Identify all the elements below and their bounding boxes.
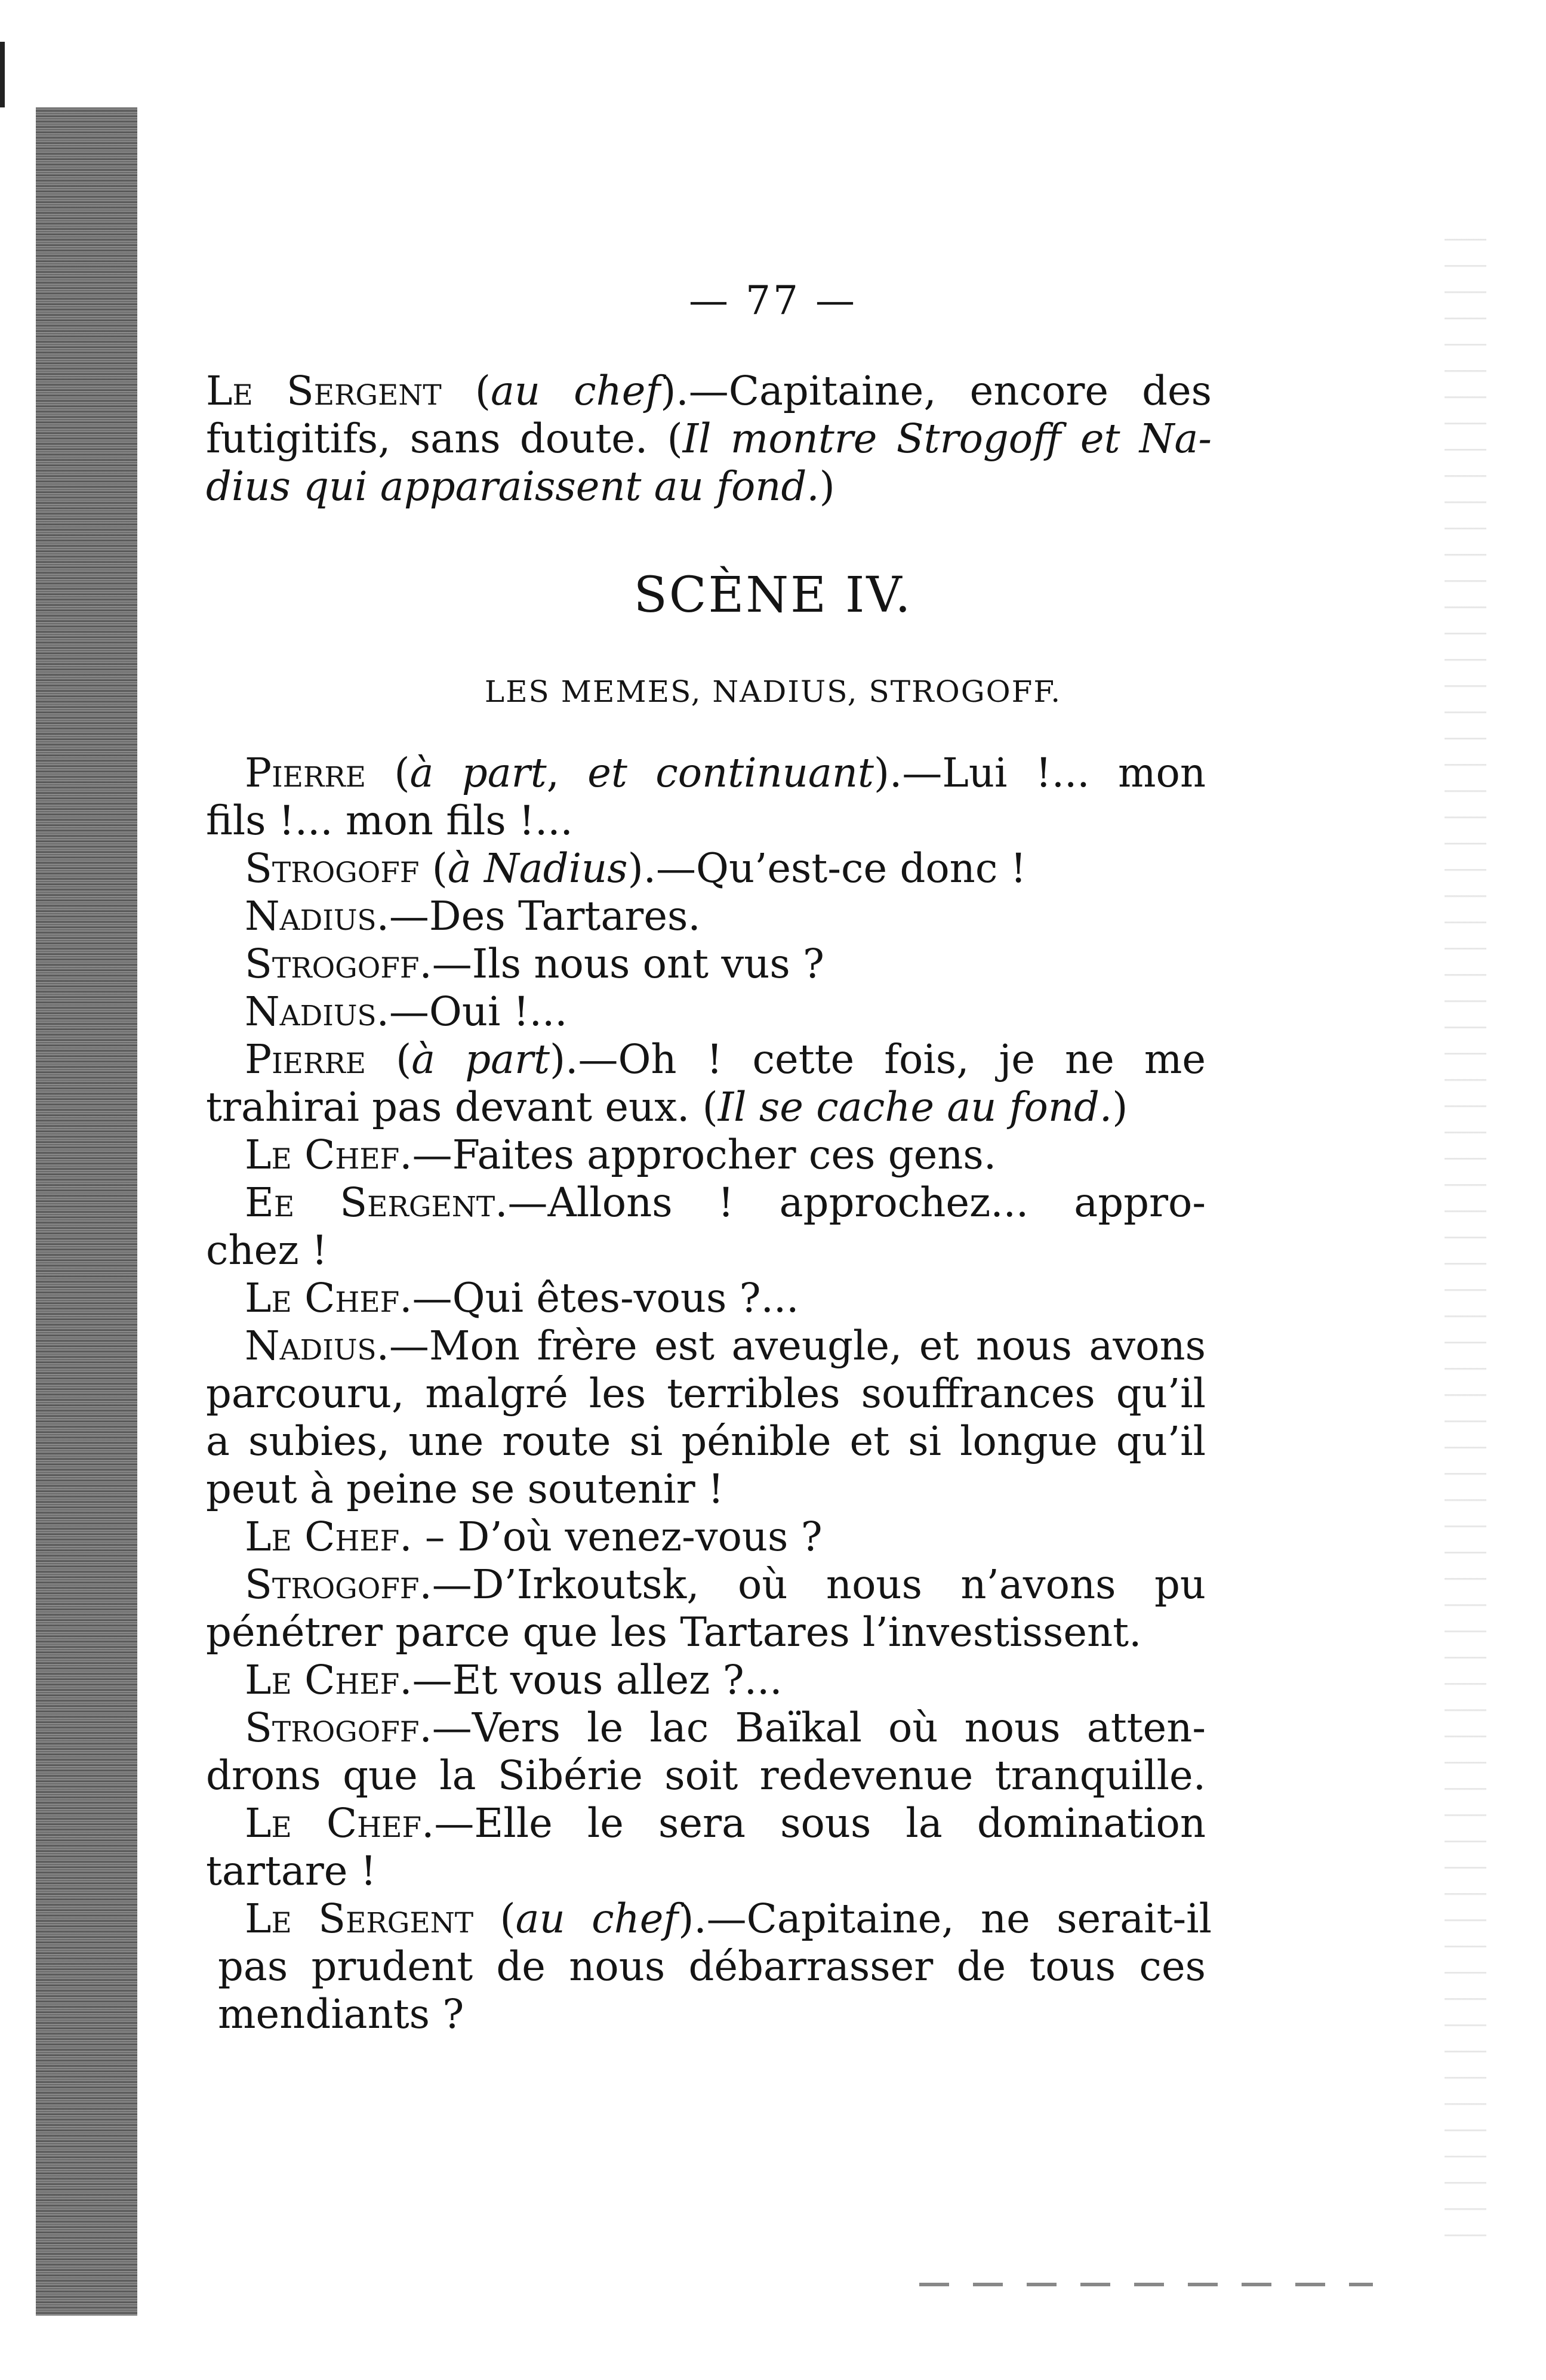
speaker-name: Le Chef <box>245 1657 400 1703</box>
dialogue-text: peut à peine se soutenir ! <box>206 1466 724 1512</box>
text-line <box>245 988 663 1035</box>
speaker-name: Pierre <box>245 750 367 796</box>
page-number: — 77 — <box>689 278 857 323</box>
dialogue-text: chez ! <box>206 1227 328 1274</box>
text-line <box>245 749 1206 797</box>
dialogue-text: ).—Lui !... mon <box>873 750 1206 796</box>
text-line <box>245 1704 1206 1752</box>
dialogue-text: ).—Oh ! cette fois, je ne me <box>550 1036 1206 1083</box>
speaker-name: Strogoff <box>245 1561 420 1608</box>
dialogue-text: fils !... mon fils !... <box>206 797 573 844</box>
text-line <box>206 1083 1191 1131</box>
dialogue-text: trahirai pas devant eux. ( <box>206 1084 718 1130</box>
stage-direction: à part <box>411 1036 550 1083</box>
text-line <box>245 1656 842 1704</box>
dialogue-text: .—Des Tartares. <box>376 893 701 939</box>
book-binding-shadow <box>36 107 137 2316</box>
text-line <box>245 1274 842 1322</box>
speaker-name: Le Sergent <box>245 1895 474 1942</box>
dialogue-text: . – D’où venez-vous ? <box>399 1513 823 1560</box>
dialogue-text: ( <box>419 845 448 892</box>
dialogue-text: .—Oui !... <box>376 988 568 1035</box>
text-line <box>245 844 1080 892</box>
dialogue-text: ( <box>366 750 410 796</box>
text-line <box>245 1561 1206 1608</box>
dialogue-text: .—Vers le lac Baïkal où nous atten- <box>419 1704 1206 1751</box>
text-line <box>206 1608 1191 1656</box>
scene-title: SCÈNE IV. <box>633 567 913 624</box>
dialogue-text: parcouru, malgré les terribles souffrances qu’il <box>206 1370 1206 1417</box>
text-line <box>245 892 782 940</box>
text-line <box>245 1322 1206 1370</box>
text-line <box>206 1847 415 1895</box>
speaker-name: Nadius <box>245 988 377 1035</box>
text-line <box>206 1370 1206 1417</box>
dialogue-text: tartare ! <box>206 1848 377 1894</box>
text-line <box>206 1752 1206 1799</box>
dialogue-text: drons que la Sibérie soit redevenue tranquille. <box>206 1752 1206 1799</box>
dialogue-text: ).—Qu’est-ce donc ! <box>627 845 1027 892</box>
dialogue-text: .—Allons ! approchez... appro- <box>495 1179 1206 1226</box>
dialogue-text: ) <box>819 463 835 510</box>
dialogue-text: a subies, une route si pénible et si longue qu’il <box>206 1418 1206 1465</box>
stage-direction: et continuant <box>587 750 874 796</box>
stage-direction: à part <box>409 750 547 796</box>
dialogue-text: ) <box>1112 1084 1128 1130</box>
speaker-name: Le Chef <box>245 1513 400 1560</box>
speaker-name: Le Chef <box>245 1132 400 1178</box>
dialogue-text: ( <box>441 368 491 414</box>
dialogue-text: ).—Capitaine, encore des <box>660 368 1212 414</box>
stage-direction: au chef <box>490 368 661 414</box>
text-line <box>206 415 1212 463</box>
cast-list: LES MEMES, NADIUS, STROGOFF. <box>484 674 1062 709</box>
dialogue-text: ).—Capitaine, ne serait-il <box>678 1895 1212 1942</box>
speaker-name: Le Chef <box>245 1800 422 1846</box>
text-line <box>206 367 1212 415</box>
text-line <box>218 1943 1206 1990</box>
text-line <box>245 1513 901 1561</box>
scan-noise-bottom <box>919 2283 1373 2286</box>
text-line <box>245 1179 1206 1226</box>
stage-direction: Il montre Strogoff et Na- <box>682 415 1212 462</box>
dialogue-text: futigitifs, sans doute. ( <box>206 415 683 462</box>
speaker-name: Le Chef <box>245 1275 400 1321</box>
dialogue-text: pénétrer parce que les Tartares l’investissent. <box>206 1609 1142 1655</box>
speaker-name: Strogoff <box>245 941 420 987</box>
scan-noise-right <box>1445 215 1486 2244</box>
stage-direction: à Nadius <box>447 845 628 892</box>
speaker-name: Pierre <box>245 1036 367 1083</box>
text-line <box>206 1417 1206 1465</box>
stage-direction: Il se cache au fond. <box>717 1084 1113 1130</box>
text-line <box>245 1799 1206 1847</box>
dialogue-text: .—D’Irkoutsk, où nous n’avons pu <box>419 1561 1206 1608</box>
text-line <box>245 940 901 988</box>
dialogue-text: .—Elle le sera sous la domination <box>421 1800 1206 1846</box>
speaker-name: Le Sergent <box>206 368 442 414</box>
speaker-name: Strogoff <box>245 1704 420 1751</box>
dialogue-text: , <box>546 750 588 796</box>
stage-direction: au chef <box>515 1895 679 1942</box>
speaker-name: Nadius <box>245 1322 377 1369</box>
text-line <box>245 1895 1212 1943</box>
text-line <box>218 1990 486 2038</box>
text-line <box>206 797 624 844</box>
stage-direction: dius qui apparaissent au fond. <box>206 463 820 510</box>
dialogue-text: .—Ils nous ont vus ? <box>419 941 824 987</box>
dialogue-text: ( <box>473 1895 516 1942</box>
speaker-name: Strogoff <box>245 845 420 892</box>
dialogue-text: pas prudent de nous débarrasser de tous ces <box>218 1943 1206 1990</box>
speaker-name: Ee Sergent <box>245 1179 495 1226</box>
dialogue-text: mendiants ? <box>218 1991 464 2037</box>
dialogue-text: .—Et vous allez ?... <box>399 1657 783 1703</box>
dialogue-text: .—Mon frère est aveugle, et nous avons <box>376 1322 1206 1369</box>
dialogue-text: .—Faites approcher ces gens. <box>399 1132 997 1178</box>
text-line <box>245 1131 1080 1179</box>
text-line <box>206 463 835 510</box>
speaker-name: Nadius <box>245 893 377 939</box>
text-line <box>206 1465 743 1513</box>
text-line <box>206 1226 385 1274</box>
text-line <box>245 1035 1206 1083</box>
dialogue-text: .—Qui êtes-vous ?... <box>399 1275 799 1321</box>
scan-edge-mark <box>0 42 5 107</box>
dialogue-text: ( <box>366 1036 412 1083</box>
